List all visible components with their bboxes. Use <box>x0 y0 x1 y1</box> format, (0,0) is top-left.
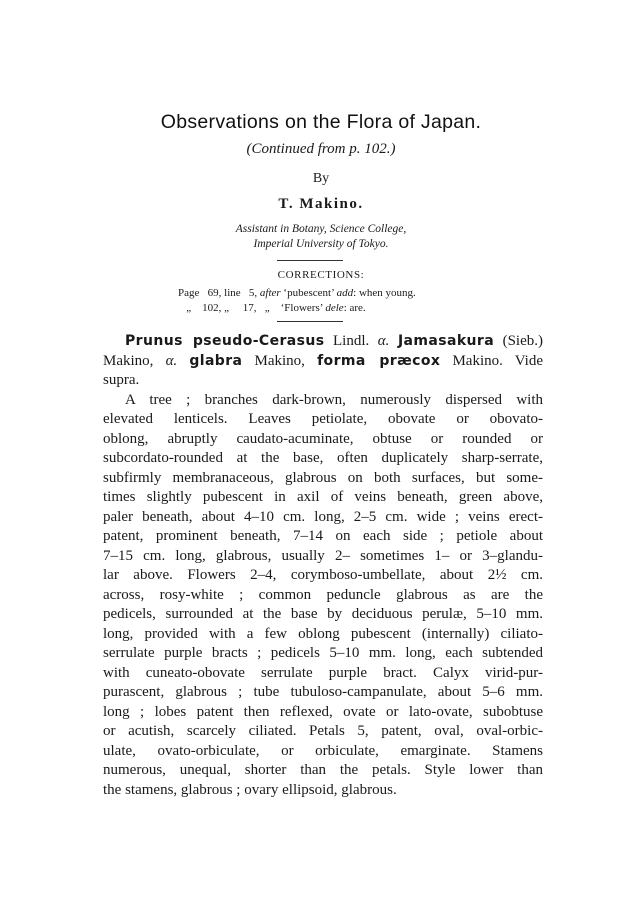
body-line <box>103 352 543 372</box>
author-affiliation-line-1: Assistant in Botany, Science College, <box>235 223 407 235</box>
article-body <box>103 332 543 800</box>
body-line: serrulate purple bracts ; pedicels 5–10 mm. long, each subtended <box>103 645 543 661</box>
variety-marker: α. <box>165 352 178 369</box>
body-line <box>103 332 543 352</box>
correction-instruction: add <box>336 287 354 299</box>
corrections-heading: CORRECTIONS: <box>277 269 365 281</box>
body-line: paler beneath, about 4–10 cm. long, 2–5 cm. wide ; veins erect- <box>103 508 543 525</box>
body-line: A tree ; branches dark-brown, numerously dispersed with <box>125 391 543 408</box>
body-text: Makino, <box>242 352 318 369</box>
body-line: pedicels, surrounded at the base by deciduous perulæ, 5–10 mm. <box>103 606 543 622</box>
body-line: supra. <box>103 372 140 388</box>
correction-instruction: after <box>259 287 281 299</box>
body-text: Makino. Vide <box>440 352 543 369</box>
correction-text: : are. <box>343 302 366 314</box>
body-text: (Sieb.) <box>494 333 543 349</box>
taxon-name: forma præcox <box>317 352 441 369</box>
correction-line-2 <box>178 302 366 314</box>
body-line: numerous, unequal, shorter than the petals. Style lower than <box>103 762 543 778</box>
body-line: lar above. Flowers 2–4, corymboso-umbellate, about 2½ cm. <box>103 567 543 583</box>
taxon-name: Jamasakura <box>397 333 495 349</box>
body-line: purascent, glabrous ; tube tubuloso-campanulate, about 5–6 mm. <box>103 684 543 700</box>
body-text <box>389 333 398 349</box>
body-text <box>177 353 189 369</box>
correction-text: „ 102, „ 17, „ ‘Flowers’ <box>178 302 326 314</box>
body-line: ulate, ovato-orbiculate, or orbiculate, emarginate. Stamens <box>103 742 543 759</box>
body-line: across, rosy-white ; common peduncle glabrous as are the <box>103 586 543 603</box>
correction-text: : when young. <box>353 287 416 299</box>
variety-marker: α. <box>377 333 390 349</box>
byline-label: By <box>312 171 330 186</box>
correction-instruction: dele <box>325 302 344 314</box>
correction-line-1 <box>178 287 416 299</box>
divider-rule <box>277 321 343 322</box>
body-line: or acutish, scarcely ciliated. Petals 5, patent, oval, oval-orbic- <box>103 723 543 739</box>
divider-rule <box>277 260 343 261</box>
body-text: Lindl. <box>324 333 378 349</box>
taxon-name: Prunus pseudo-Cerasus <box>125 333 325 349</box>
body-line: the stamens, glabrous ; ovary ellipsoid, glabrous. <box>103 781 397 798</box>
body-line: subfirmly membranaceous, glabrous on both surfaces, but some- <box>103 469 543 486</box>
continued-note: (Continued from p. 102.) <box>246 141 396 157</box>
body-line: with cuneato-obovate serrulate purple bract. Calyx virid-pur- <box>103 664 543 681</box>
author-affiliation-line-2: Imperial University of Tokyo. <box>253 238 389 250</box>
body-line: patent, prominent beneath, 7–14 on each side ; petiole about <box>103 528 543 544</box>
body-line: 7–15 cm. long, glabrous, usually 2– sometimes 1– or 3–glandu- <box>103 547 543 564</box>
correction-text: ‘pubescent’ <box>280 287 337 299</box>
article-title: Observations on the Flora of Japan. <box>160 111 482 133</box>
body-text: Makino, <box>103 352 166 369</box>
body-line: long, provided with a few oblong pubescent (internally) ciliato- <box>103 625 543 642</box>
taxon-name: glabra <box>189 352 243 369</box>
body-line: long ; lobes patent then reflexed, ovate or lato-ovate, subobtuse <box>103 703 543 720</box>
body-line: oblong, abruptly caudato-acuminate, obtuse or rounded or <box>103 430 543 447</box>
body-line: elevated lenticels. Leaves petiolate, obovate or obovato- <box>103 411 543 427</box>
body-line: subcordato-rounded at the base, often duplicately sharp-serrate, <box>103 450 543 466</box>
correction-text: Page 69, line 5, <box>178 287 260 299</box>
body-line: times slightly pubescent in axil of veins beneath, green above, <box>103 489 543 505</box>
author-name: T. Makino. <box>278 196 364 212</box>
